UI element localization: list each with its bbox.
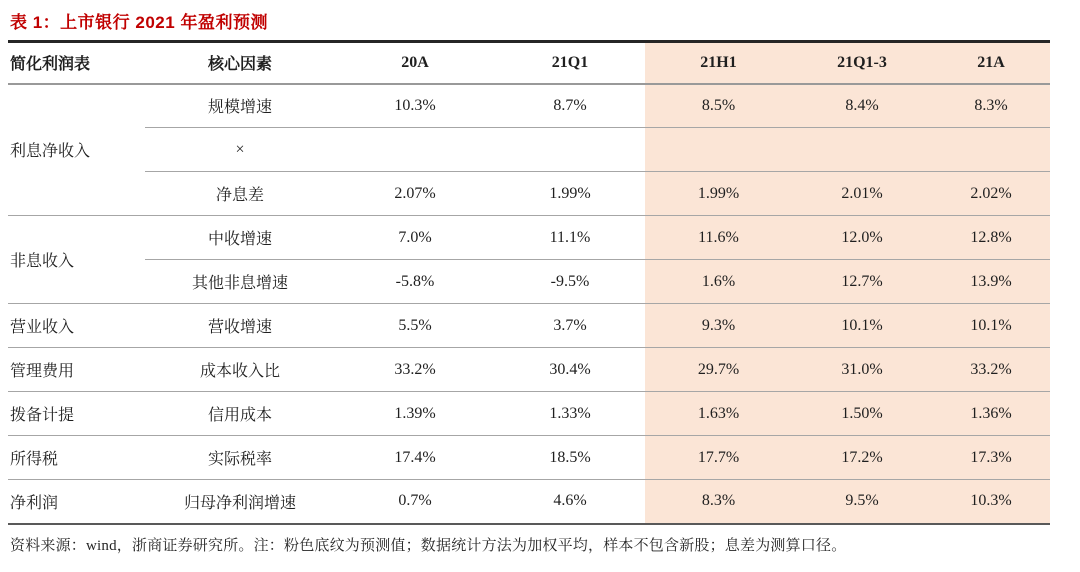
factor-cell: 中收增速 bbox=[145, 216, 335, 260]
value-cell: 31.0% bbox=[792, 348, 932, 392]
section-label-cell: 管理费用 bbox=[8, 348, 145, 392]
value-cell: 29.7% bbox=[645, 348, 792, 392]
value-cell: 0.7% bbox=[335, 480, 495, 524]
value-cell: 12.0% bbox=[792, 216, 932, 260]
section-label-cell: 拨备计提 bbox=[8, 392, 145, 436]
section-label-cell: 所得税 bbox=[8, 436, 145, 480]
value-cell bbox=[335, 128, 495, 172]
value-cell: 1.99% bbox=[495, 172, 645, 216]
table-row bbox=[8, 84, 1050, 128]
col-header-core-factor: 核心因素 bbox=[145, 42, 335, 84]
value-cell bbox=[932, 128, 1050, 172]
col-header-simplified-income-statement: 简化利润表 bbox=[8, 42, 145, 84]
factor-cell: 规模增速 bbox=[207, 99, 272, 117]
section-label-cell: 净利润 bbox=[8, 480, 145, 524]
value-cell: 3.7% bbox=[495, 304, 645, 348]
factor-cell: 归母净利润增速 bbox=[145, 480, 335, 524]
value-cell: 1.6% bbox=[645, 260, 792, 304]
section-label-cell: 利息净收入 bbox=[10, 143, 91, 161]
value-cell: 12.7% bbox=[792, 260, 932, 304]
value-cell: 10.1% bbox=[792, 304, 932, 348]
value-cell: 8.7% bbox=[553, 96, 587, 114]
value-cell: 10.3% bbox=[394, 96, 436, 114]
col-header-21a: 21A bbox=[932, 42, 1050, 84]
value-cell: 9.5% bbox=[792, 480, 932, 524]
value-cell: 5.5% bbox=[335, 304, 495, 348]
source-note: 资料来源：wind，浙商证券研究所。注：粉色底纹为预测值；数据统计方法为加权平均，样本不包含新股；息差为测算口径。 bbox=[10, 537, 847, 554]
value-cell: 8.3% bbox=[932, 84, 1050, 128]
table-row bbox=[8, 480, 1050, 524]
value-cell: 33.2% bbox=[932, 348, 1050, 392]
factor-cell: 其他非息增速 bbox=[145, 260, 335, 304]
value-cell: 1.50% bbox=[792, 392, 932, 436]
value-cell: -5.8% bbox=[335, 260, 495, 304]
value-cell: 17.3% bbox=[932, 436, 1050, 480]
value-cell: 10.3% bbox=[932, 480, 1050, 524]
col-header-20a: 20A bbox=[335, 42, 495, 84]
factor-cell: 净息差 bbox=[145, 172, 335, 216]
value-cell: -9.5% bbox=[495, 260, 645, 304]
value-cell: 1.39% bbox=[335, 392, 495, 436]
value-cell: 33.2% bbox=[335, 348, 495, 392]
value-cell: 1.99% bbox=[645, 172, 792, 216]
section-label-cell: 营业收入 bbox=[8, 304, 145, 348]
value-cell: 4.6% bbox=[495, 480, 645, 524]
factor-cell: 信用成本 bbox=[145, 392, 335, 436]
table-row bbox=[8, 216, 1050, 260]
value-cell bbox=[495, 128, 645, 172]
value-cell: 1.36% bbox=[932, 392, 1050, 436]
factor-cell: 营收增速 bbox=[145, 304, 335, 348]
value-cell: 8.3% bbox=[645, 480, 792, 524]
factor-cell: 实际税率 bbox=[145, 436, 335, 480]
value-cell: 17.4% bbox=[335, 436, 495, 480]
table-row bbox=[8, 436, 1050, 480]
value-cell: 18.5% bbox=[495, 436, 645, 480]
value-cell: 11.6% bbox=[645, 216, 792, 260]
value-cell: 17.7% bbox=[645, 436, 792, 480]
table-title: 表 1：上市银行 2021 年盈利预测 bbox=[10, 13, 268, 32]
value-cell: 13.9% bbox=[932, 260, 1050, 304]
factor-cell: 成本收入比 bbox=[145, 348, 335, 392]
table-row bbox=[8, 128, 1050, 172]
value-cell: 30.4% bbox=[495, 348, 645, 392]
col-header-21q1: 21Q1 bbox=[495, 42, 645, 84]
value-cell: 7.0% bbox=[335, 216, 495, 260]
table-row bbox=[8, 348, 1050, 392]
value-cell: 11.1% bbox=[495, 216, 645, 260]
section-label-cell: 非息收入 bbox=[8, 216, 145, 304]
profit-forecast-table bbox=[8, 40, 1050, 525]
value-cell: 1.33% bbox=[495, 392, 645, 436]
value-cell: 17.2% bbox=[792, 436, 932, 480]
value-cell: 8.4% bbox=[792, 84, 932, 128]
table-row bbox=[8, 304, 1050, 348]
value-cell bbox=[645, 128, 792, 172]
table-row bbox=[8, 260, 1050, 304]
col-header-21h1: 21H1 bbox=[645, 42, 792, 84]
value-cell: 12.8% bbox=[932, 216, 1050, 260]
value-cell: 1.63% bbox=[645, 392, 792, 436]
value-cell: 2.07% bbox=[335, 172, 495, 216]
value-cell: 8.5% bbox=[645, 84, 792, 128]
col-header-21q1-3: 21Q1-3 bbox=[792, 42, 932, 84]
table-row bbox=[8, 392, 1050, 436]
table-row bbox=[8, 172, 1050, 216]
header-row bbox=[8, 42, 1050, 84]
value-cell: 2.02% bbox=[932, 172, 1050, 216]
factor-cell: × bbox=[145, 128, 335, 172]
value-cell: 9.3% bbox=[645, 304, 792, 348]
value-cell: 10.1% bbox=[932, 304, 1050, 348]
value-cell bbox=[792, 128, 932, 172]
value-cell: 2.01% bbox=[792, 172, 932, 216]
